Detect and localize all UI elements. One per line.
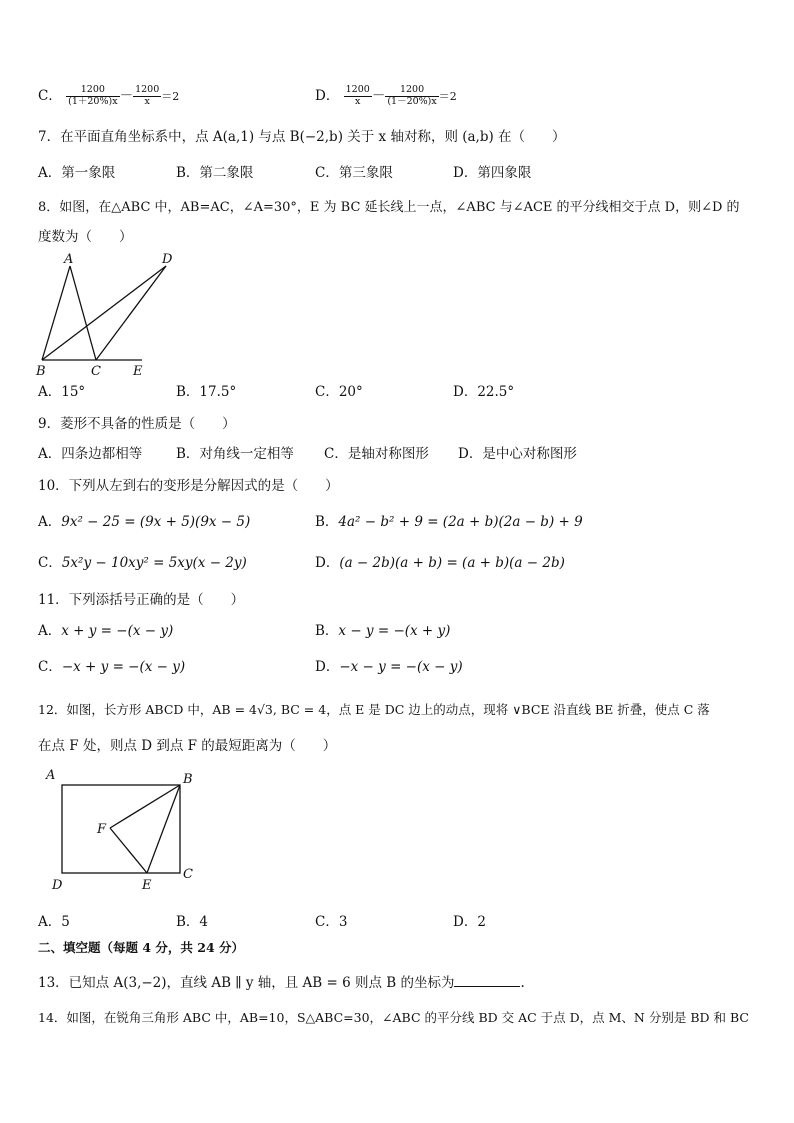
q8-stem-line2: 度数为（ ） bbox=[38, 229, 133, 245]
q8-line-ab bbox=[42, 266, 70, 360]
q14-stem: 14．如图，在锐角三角形 ABC 中，AB=10，S△ABC=30，∠ABC 的平分线 BD 交 AC 于点 D，点 M、N 分别是 BD 和 BC bbox=[38, 1010, 749, 1025]
q10-option-d[interactable]: D．(a − 2b)(a + b) = (a + b)(a − 2b) bbox=[315, 555, 565, 571]
q6-c-fraction-1: $\frac{1200}{(1+20\%)x}$ bbox=[68, 84, 118, 107]
q11-option-d[interactable]: D．−x − y = −(x − y) bbox=[315, 659, 463, 675]
q12-label-b: B bbox=[183, 772, 193, 787]
q11-stem: 11．下列添括号正确的是（ ） bbox=[38, 592, 245, 608]
q12-figure bbox=[40, 765, 210, 895]
q12-label-a: A bbox=[46, 768, 56, 783]
q6-d-fraction-2: $\frac{1200}{(1-20\%)x}$ bbox=[387, 84, 437, 107]
q9-option-a[interactable]: A．四条边都相等 bbox=[38, 446, 143, 462]
q12-label-f: F bbox=[97, 822, 107, 837]
q8-line-bd bbox=[42, 266, 166, 360]
q11-option-a[interactable]: A．x + y = −(x − y) bbox=[38, 623, 174, 639]
q10-option-b[interactable]: B．4a² − b² + 9 = (2a + b)(2a − b) + 9 bbox=[315, 514, 583, 530]
q9-option-b[interactable]: B．对角线一定相等 bbox=[176, 446, 294, 462]
q8-option-a[interactable]: A．15° bbox=[38, 384, 86, 400]
q12-label-e: E bbox=[142, 878, 152, 893]
q8-option-c[interactable]: C．20° bbox=[315, 384, 363, 400]
q12-stem-line2: 在点 F 处，则点 D 到点 F 的最短距离为（ ） bbox=[38, 738, 337, 754]
q8-label-d: D bbox=[162, 252, 173, 267]
q8-line-ac bbox=[70, 266, 96, 360]
q9-option-d[interactable]: D．是中心对称图形 bbox=[458, 446, 577, 462]
q12-stem-line1: 12．如图，长方形 ABCD 中，AB = 4√3, BC = 4，点 E 是 DC 边上的动点，现将 ∨BCE 沿直线 BE 折叠，使点 C 落 bbox=[38, 702, 710, 717]
q7-option-a[interactable]: A．第一象限 bbox=[38, 165, 116, 181]
q12-label-c: C bbox=[183, 867, 193, 882]
q11-option-b[interactable]: B．x − y = −(x + y) bbox=[315, 623, 451, 639]
q8-label-c: C bbox=[91, 364, 101, 379]
q6-option-c: C． $\frac{1200}{(1+20\%)x}$ － $\frac{1200}{x}$ ＝2 bbox=[38, 84, 180, 107]
q12-option-b[interactable]: B．4 bbox=[176, 914, 209, 930]
q9-stem: 9．菱形不具备的性质是（ ） bbox=[38, 416, 236, 432]
q6-d-label: D． bbox=[315, 87, 340, 104]
q8-label-b: B bbox=[36, 364, 46, 379]
q12-label-d: D bbox=[52, 878, 63, 893]
q12-line-be bbox=[147, 785, 180, 873]
q7-stem: 7．在平面直角坐标系中，点 A(a,1) 与点 B(−2,b) 关于 x 轴对称，则 (a,b) 在（ ） bbox=[38, 129, 566, 145]
q12-line-fe bbox=[110, 828, 147, 873]
q7-option-b[interactable]: B．第二象限 bbox=[176, 165, 254, 181]
q8-label-e: E bbox=[133, 364, 143, 379]
q10-stem: 10．下列从左到右的变形是分解因式的是（ ） bbox=[38, 478, 339, 494]
q12-option-d[interactable]: D．2 bbox=[453, 914, 486, 930]
q8-line-cd bbox=[96, 266, 166, 360]
q6-d-fraction-1: $\frac{1200}{x}$ bbox=[345, 84, 370, 107]
q6-c-fraction-2: $\frac{1200}{x}$ bbox=[135, 84, 160, 107]
q13-stem: 13．已知点 A(3,−2)，直线 AB ∥ y 轴，且 AB = 6 则点 B 的坐标为 . bbox=[38, 975, 525, 991]
q12-option-a[interactable]: A．5 bbox=[38, 914, 70, 930]
q6-c-label: C． bbox=[38, 87, 62, 104]
section-fill-in-title: 二、填空题（每题 4 分，共 24 分） bbox=[38, 940, 245, 955]
q8-label-a: A bbox=[64, 252, 74, 267]
q8-option-d[interactable]: D．22.5° bbox=[453, 384, 515, 400]
q11-option-c[interactable]: C．−x + y = −(x − y) bbox=[38, 659, 186, 675]
q8-stem-line1: 8．如图，在△ABC 中，AB=AC，∠A=30°，E 为 BC 延长线上一点，∠ABC 与∠ACE 的平分线相交于点 D，则∠D 的 bbox=[38, 200, 740, 215]
q7-option-d[interactable]: D．第四象限 bbox=[453, 165, 532, 181]
q12-rectangle-abcd bbox=[62, 785, 180, 873]
q10-option-c[interactable]: C．5x²y − 10xy² = 5xy(x − 2y) bbox=[38, 555, 247, 571]
q8-option-b[interactable]: B．17.5° bbox=[176, 384, 237, 400]
q8-figure bbox=[30, 250, 190, 380]
q9-option-c[interactable]: C．是轴对称图形 bbox=[324, 446, 429, 462]
q6-option-d: D． $\frac{1200}{x}$ － $\frac{1200}{(1-20\%)x}$ ＝2 bbox=[315, 84, 457, 107]
q7-option-c[interactable]: C．第三象限 bbox=[315, 165, 393, 181]
q10-option-a[interactable]: A．9x² − 25 = (9x + 5)(9x − 5) bbox=[38, 514, 251, 530]
q12-line-bf bbox=[110, 785, 180, 828]
q13-answer-blank[interactable] bbox=[454, 975, 520, 987]
q12-option-c[interactable]: C．3 bbox=[315, 914, 348, 930]
